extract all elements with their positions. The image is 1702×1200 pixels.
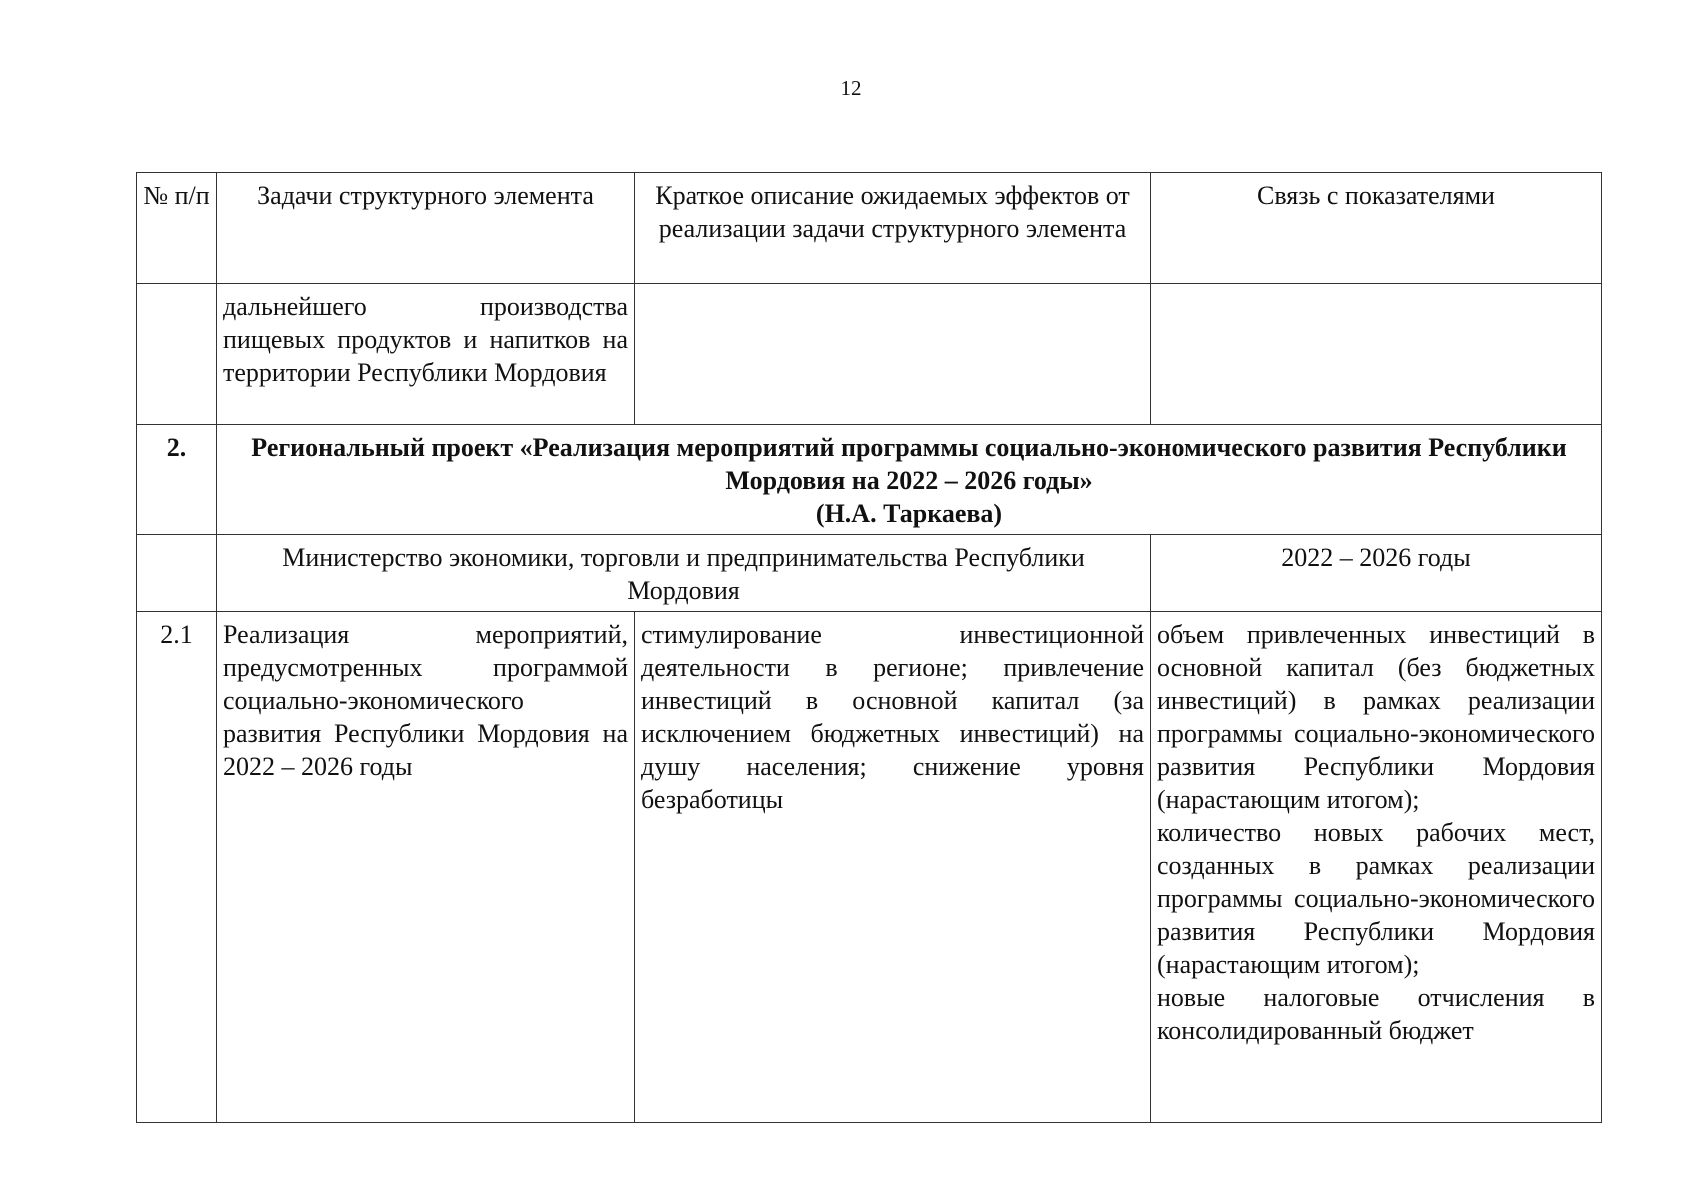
table-row-2-1 (137, 612, 1602, 1123)
cont-effects (635, 284, 1151, 425)
page-number: 12 (840, 76, 862, 100)
row-2-1-indicators (1151, 612, 1602, 1123)
header-num: № п/п (137, 173, 217, 284)
section-title: Региональный проект «Реализация мероприятий программы социально-экономического развития Республики Мордовия на 2022 – 2026 годы» (251, 433, 1567, 495)
section-responsible: (Н.А. Таркаева) (815, 499, 1003, 528)
table-row-continuation (137, 284, 1602, 425)
indicator-item: объем привлеченных инвестиций в основной капитал (без бюджетных инвестиций) в рамках реализации программы социально-экономического развития Республики Мордовия (нарастающим итогом); (1157, 620, 1595, 814)
cont-num (137, 284, 217, 425)
indicator-item: количество новых рабочих мест, созданных в рамках реализации программы социально-экономического развития Республики Мордовия (нарастающим итогом); (1157, 818, 1595, 979)
cont-tasks: дальнейшего производства пищевых продуктов и напитков на территории Республики Мордовия (217, 284, 635, 425)
row-2-1-effects: стимулирование инвестиционной деятельности в регионе; привлечение инвестиций в основной капитал (за исключением бюджетных инвестиций) на душу населения; снижение уровня безработицы (635, 612, 1151, 1123)
structural-elements-table (136, 172, 1602, 1123)
table-header-row (137, 173, 1602, 284)
ministry-period: 2022 – 2026 годы (1151, 535, 1602, 612)
ministry-name: Министерство экономики, торговли и предпринимательства Республики Мордовия (217, 535, 1151, 612)
indicator-item: новые налоговые отчисления в консолидированный бюджет (1157, 983, 1595, 1045)
row-2-1-num: 2.1 (137, 612, 217, 1123)
cont-indicators (1151, 284, 1602, 425)
ministry-row (137, 535, 1602, 612)
header-tasks: Задачи структурного элемента (217, 173, 635, 284)
header-indicators: Связь с показателями (1151, 173, 1602, 284)
row-2-1-tasks: Реализация мероприятий, предусмотренных программой социально-экономического развития Республики Мордовия на 2022 – 2026 годы (217, 612, 635, 1123)
section-num: 2. (137, 425, 217, 535)
section-title-cell (217, 425, 1602, 535)
section-row-2 (137, 425, 1602, 535)
ministry-num (137, 535, 217, 612)
header-effects: Краткое описание ожидаемых эффектов от реализации задачи структурного элемента (635, 173, 1151, 284)
